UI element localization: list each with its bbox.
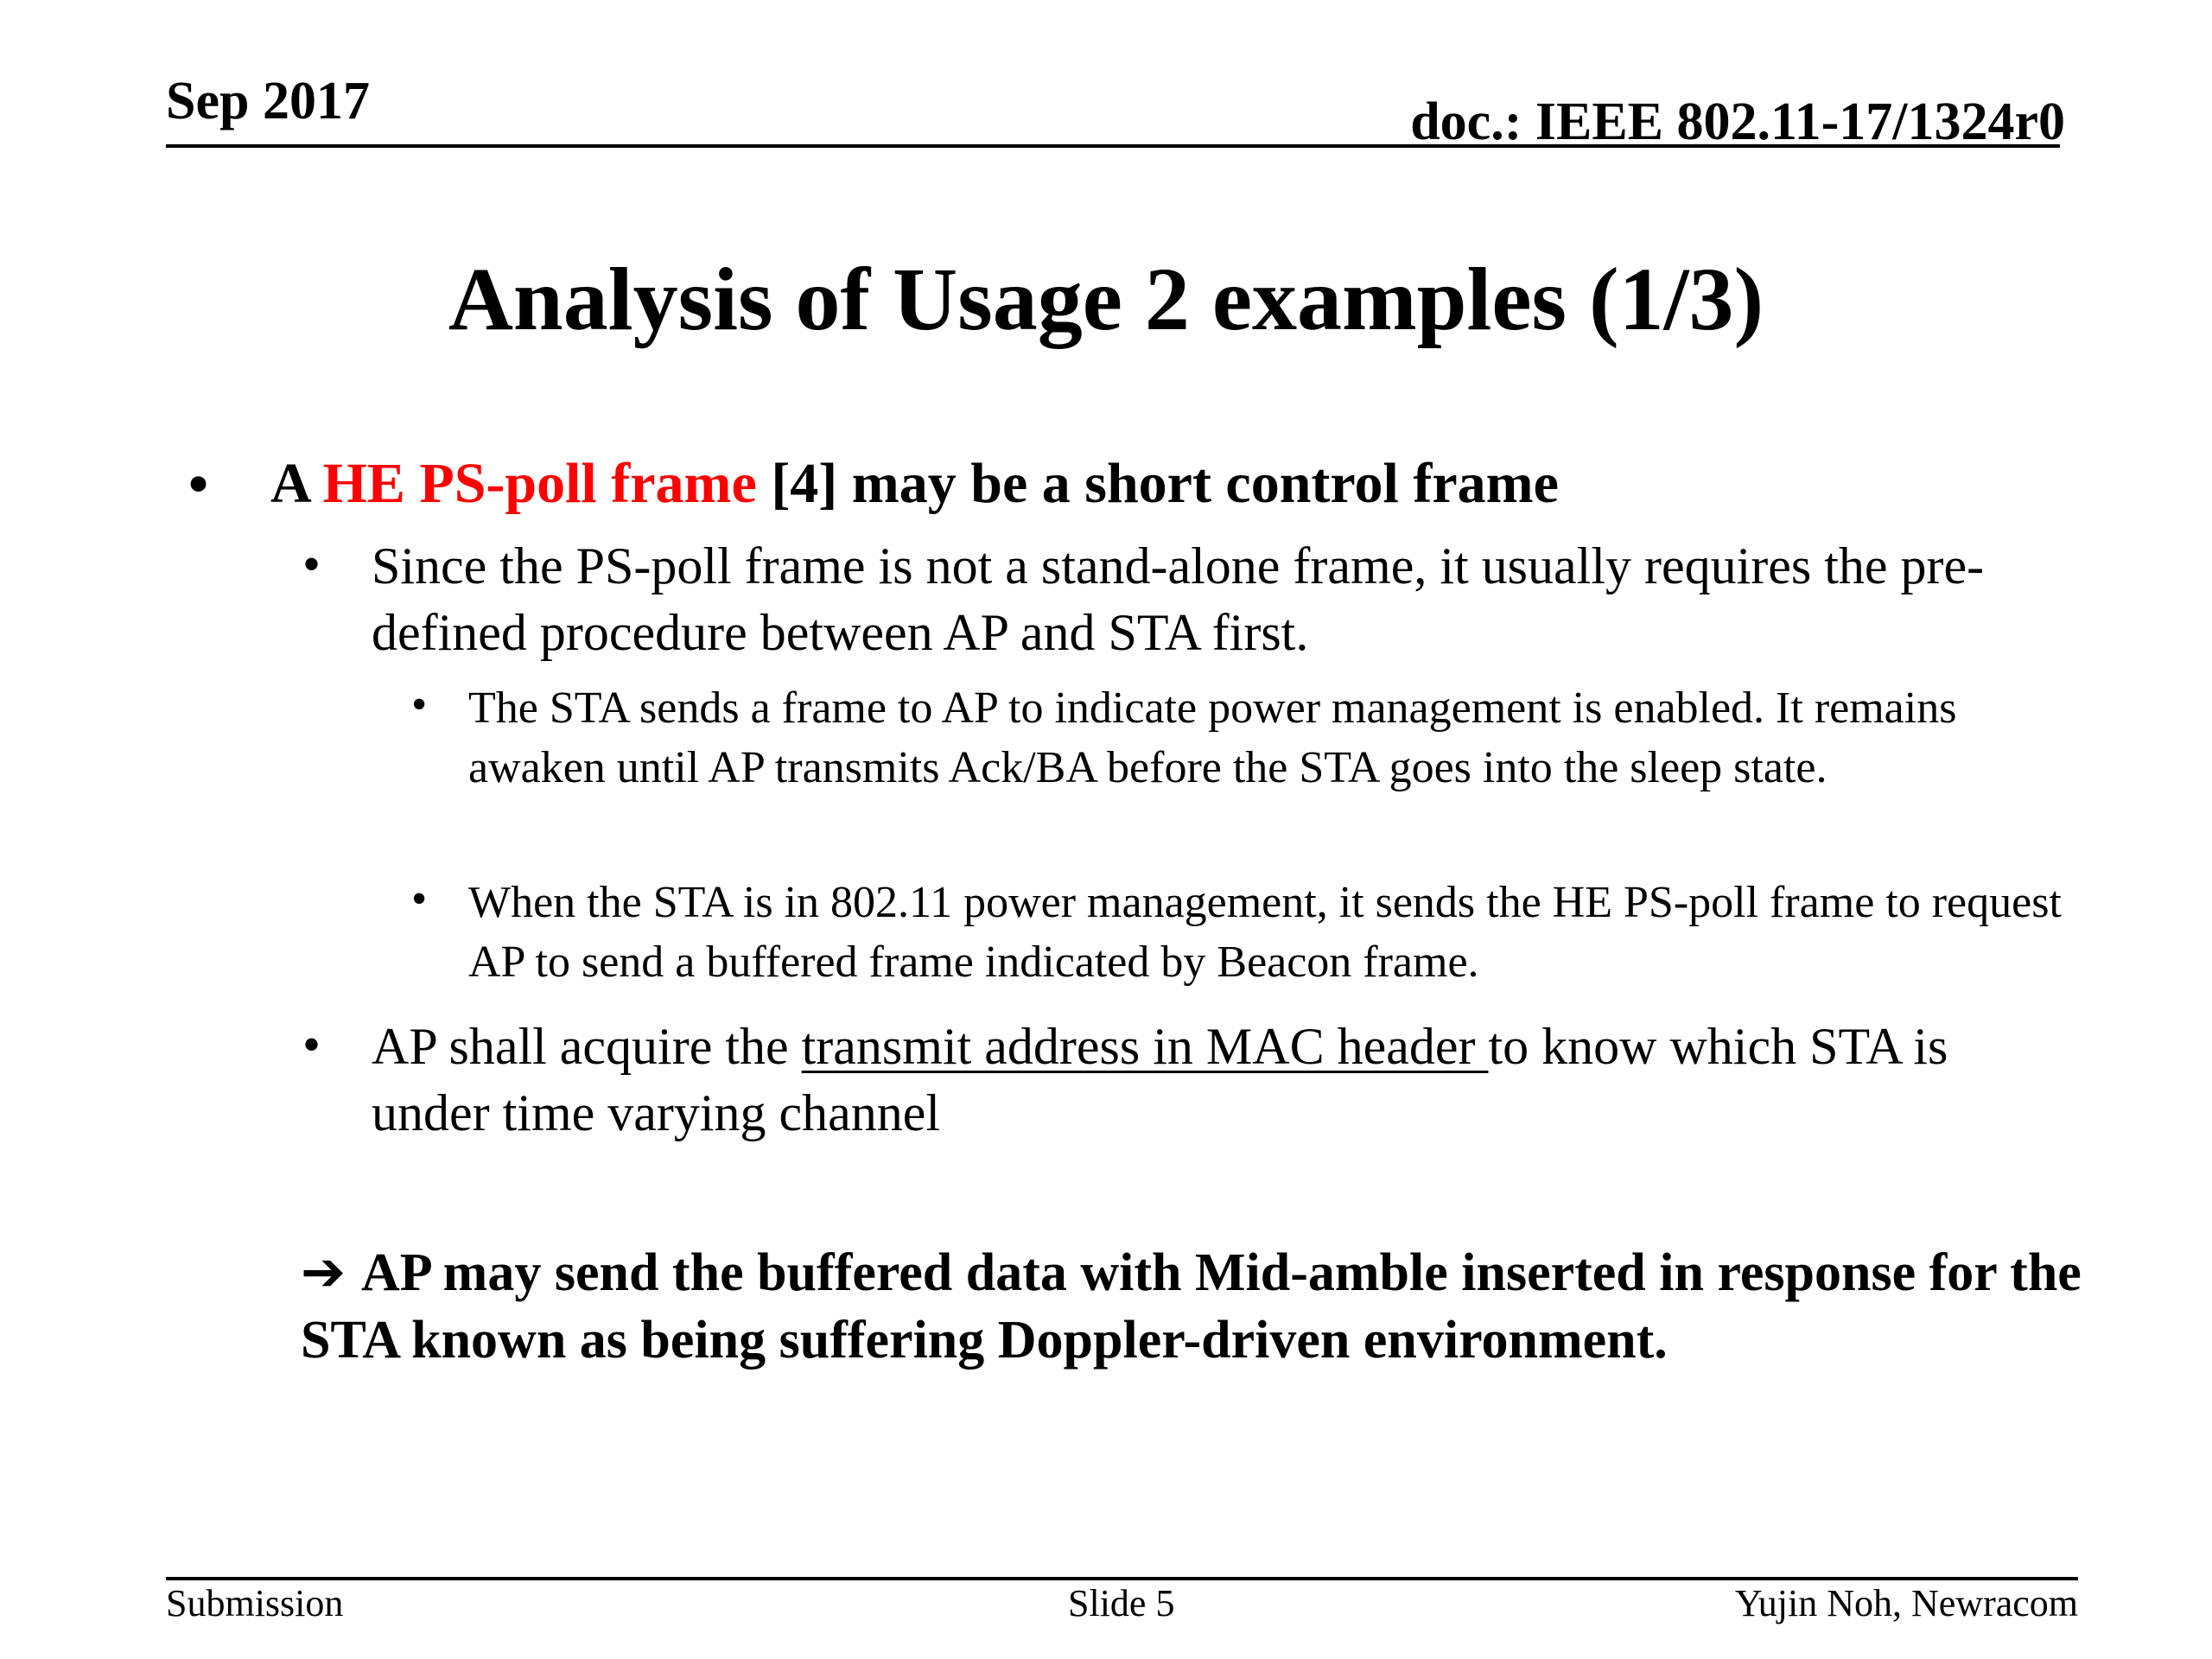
footer-divider bbox=[166, 1577, 2078, 1580]
header-doc-id: doc.: IEEE 802.11-17/1324r0 bbox=[1410, 92, 2065, 151]
main-bullet bbox=[188, 449, 2085, 518]
bullet-icon: • bbox=[302, 536, 321, 593]
main-bullet-highlight: HE PS-poll frame bbox=[322, 452, 757, 515]
footer-submission: Submission bbox=[166, 1582, 344, 1624]
conclusion-text: AP may send the buffered data with Mid-amble inserted in response for the STA known as being suffering Doppler-driven environment. bbox=[301, 1243, 2082, 1370]
sub-sub-bullet-1-text: The STA sends a frame to AP to indicate power management is enabled. It remains awaken until AP transmits Ack/BA before the STA goes into the sleep state. bbox=[468, 683, 1957, 792]
sub-sub-bullet-2 bbox=[411, 874, 2084, 992]
sub-bullet-2-underlined: transmit address in MAC header bbox=[801, 1018, 1489, 1075]
header-divider bbox=[166, 144, 2060, 148]
sub-sub-bullet-1 bbox=[411, 679, 2084, 798]
sub-sub-bullet-2-text: When the STA is in 802.11 power management, it sends the HE PS-poll frame to request AP to send a buffered frame indicated by Beacon frame. bbox=[468, 878, 2062, 987]
sub-bullet-1 bbox=[302, 533, 2065, 666]
sub-bullet-2 bbox=[302, 1014, 2065, 1147]
footer-author: Yujin Noh, Newracom bbox=[1734, 1582, 2078, 1624]
footer-slide-number: Slide 5 bbox=[1068, 1582, 1175, 1624]
main-bullet-suffix: [4] may be a short control frame bbox=[756, 452, 1559, 515]
conclusion bbox=[301, 1238, 2098, 1374]
sub-bullet-2-before: AP shall acquire the bbox=[372, 1018, 802, 1075]
bullet-icon: • bbox=[188, 453, 209, 516]
right-arrow-icon: ➔ bbox=[301, 1240, 346, 1303]
bullet-icon: • bbox=[411, 680, 428, 729]
header-date: Sep 2017 bbox=[166, 72, 370, 130]
bullet-icon: • bbox=[302, 1016, 321, 1073]
slide-title: Analysis of Usage 2 examples (1/3) bbox=[448, 250, 1764, 349]
sub-bullet-2-after: to know which STA is under time varying channel bbox=[372, 1018, 1948, 1141]
sub-bullet-1-text: Since the PS-poll frame is not a stand-alone frame, it usually requires the pre-defined procedure between AP and STA first. bbox=[372, 537, 1985, 661]
bullet-icon: • bbox=[411, 874, 428, 924]
main-bullet-prefix: A bbox=[270, 452, 323, 515]
